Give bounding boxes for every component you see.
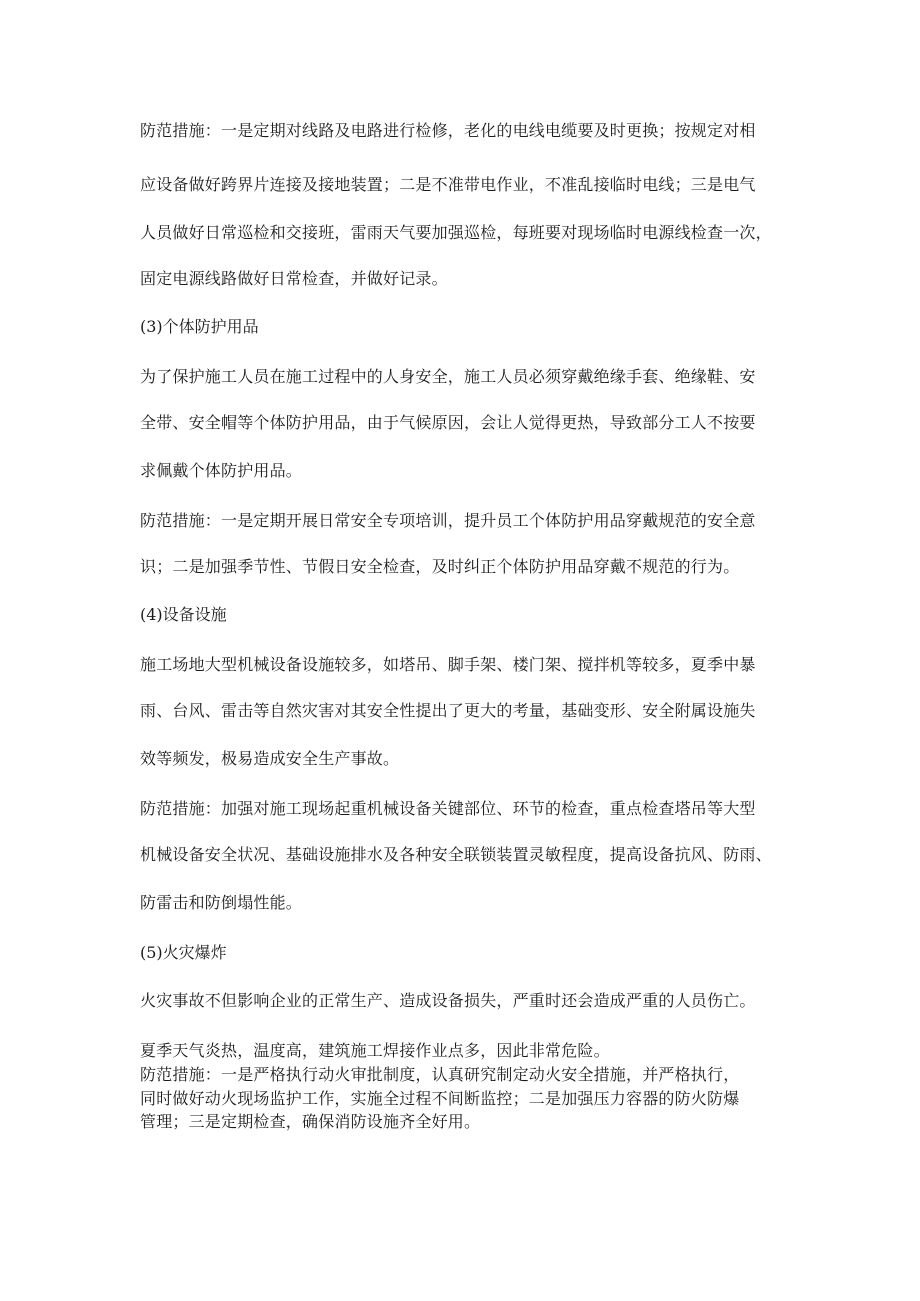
paragraph-line: 效等频发，极易造成安全生产事故。: [140, 749, 400, 768]
paragraph-line: 防范措施：一是定期对线路及电路进行检修，老化的电线电缆要及时更换；按规定对相: [140, 121, 756, 140]
paragraph-line: 防范措施：一是定期开展日常安全专项培训，提升员工个体防护用品穿戴规范的安全意: [140, 511, 756, 530]
paragraph-line: 识；二是加强季节性、节假日安全检查，及时纠正个体防护用品穿戴不规范的行为。: [140, 557, 740, 576]
section-heading: (4)设备设施: [140, 605, 227, 624]
paragraph-line: 雨、台风、雷击等自然灾害对其安全性提出了更大的考量，基础变形、安全附属设施失: [140, 701, 756, 720]
paragraph-line: 求佩戴个体防护用品。: [140, 461, 303, 480]
paragraph-line: 火灾事故不但影响企业的正常生产、造成设备损失，严重时还会造成严重的人员伤亡。: [140, 991, 756, 1010]
paragraph-line: 防雷击和防倒塌性能。: [140, 893, 303, 912]
paragraph-line: 人员做好日常巡检和交接班，雷雨天气要加强巡检，每班要对现场临时电源线检查一次，: [140, 223, 772, 242]
paragraph-line: 同时做好动火现场监护工作，实施全过程不间断监控；二是加强压力容器的防火防爆: [140, 1089, 740, 1108]
paragraph-line: 管理；三是定期检查，确保消防设施齐全好用。: [140, 1112, 481, 1131]
paragraph-line: 防范措施：一是严格执行动火审批制度，认真研究制定动火安全措施，并严格执行，: [140, 1065, 740, 1084]
paragraph-line: 机械设备安全状况、基础设施排水及各种安全联锁装置灵敏程度，提高设备抗风、防雨、: [140, 845, 772, 864]
paragraph-line: 施工场地大型机械设备设施较多，如塔吊、脚手架、楼门架、搅拌机等较多，夏季中暴: [140, 655, 756, 674]
paragraph-line: 夏季天气炎热，温度高，建筑施工焊接作业点多，因此非常危险。: [140, 1041, 610, 1060]
section-heading: (5)火灾爆炸: [140, 943, 227, 962]
paragraph-line: 全带、安全帽等个体防护用品，由于气候原因，会让人觉得更热，导致部分工人不按要: [140, 413, 756, 432]
section-heading: (3)个体防护用品: [140, 317, 259, 336]
paragraph-line: 防范措施：加强对施工现场起重机械设备关键部位、环节的检查，重点检查塔吊等大型: [140, 799, 756, 818]
paragraph-line: 固定电源线路做好日常检查，并做好记录。: [140, 269, 448, 288]
paragraph-line: 为了保护施工人员在施工过程中的人身安全，施工人员必须穿戴绝缘手套、绝缘鞋、安: [140, 367, 756, 386]
paragraph-line: 应设备做好跨界片连接及接地装置；二是不准带电作业，不准乱接临时电线；三是电气: [140, 175, 756, 194]
